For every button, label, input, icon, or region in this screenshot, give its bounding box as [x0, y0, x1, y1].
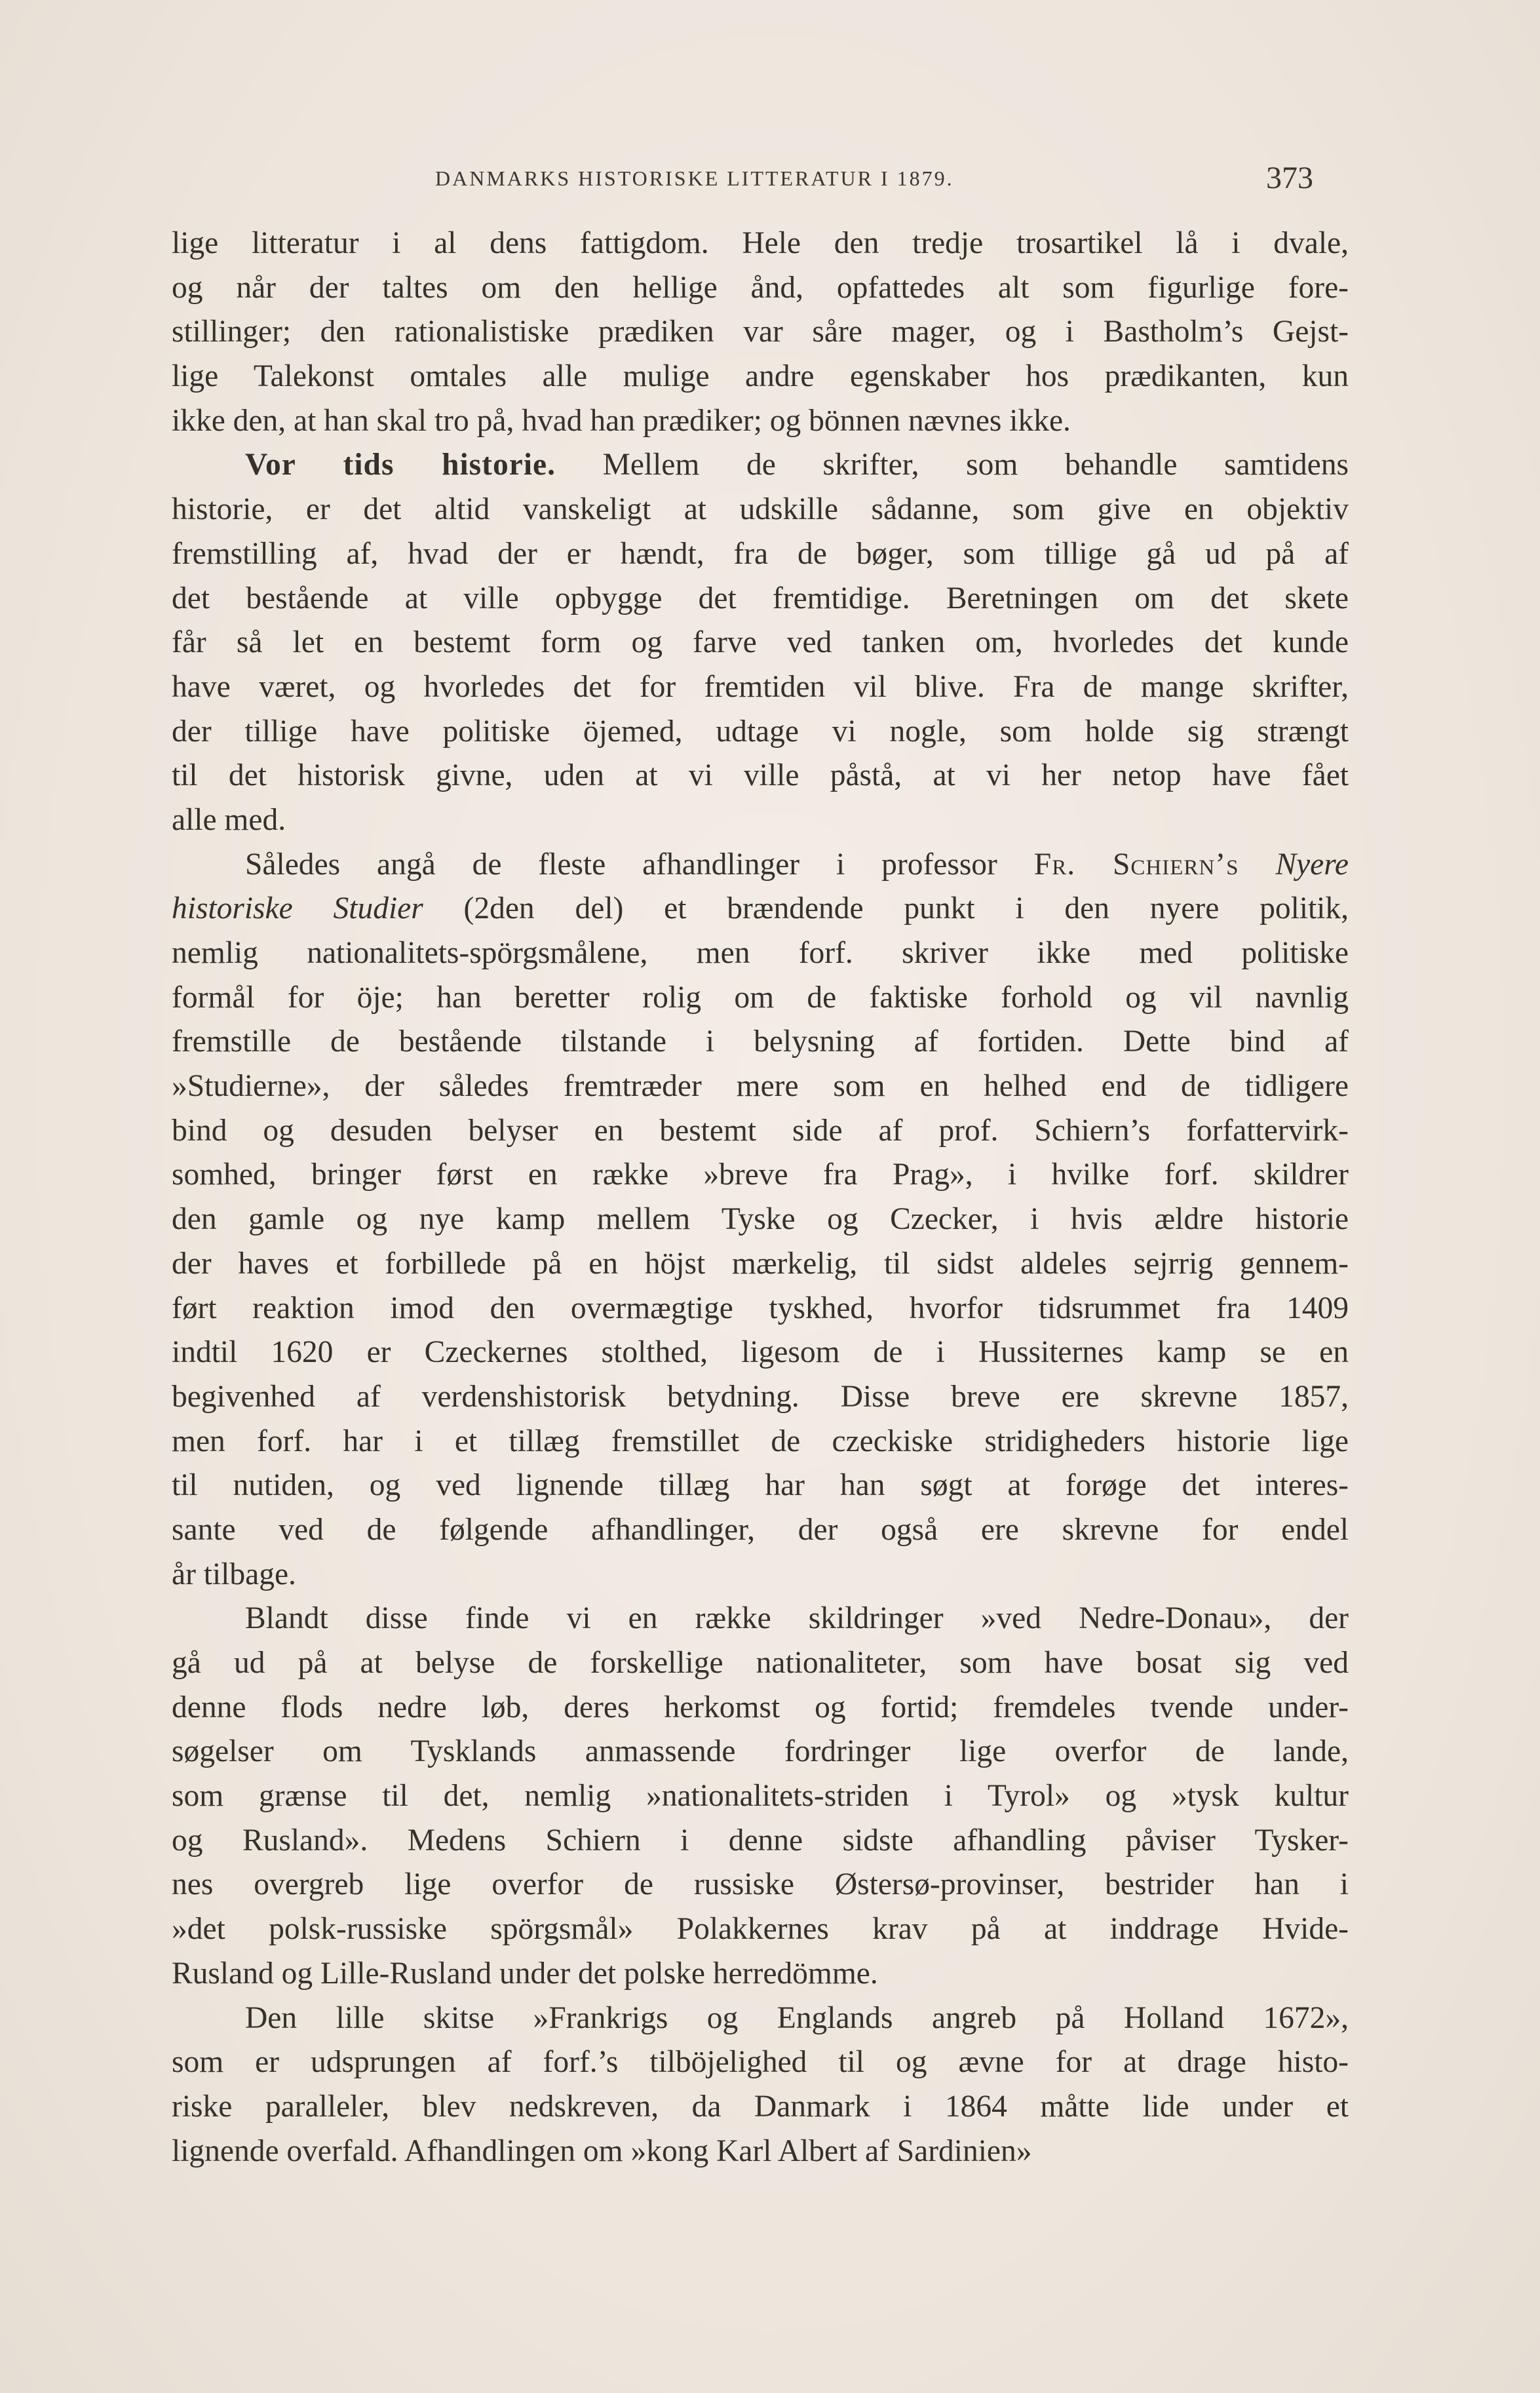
- text-line: [172, 621, 1349, 665]
- text-run: sante ved de følgende afhandlinger, der også ere skrevne for endel: [172, 1512, 1349, 1547]
- page-header: [435, 160, 1313, 199]
- text-line: [172, 1020, 1349, 1064]
- text-run: nemlig nationalitets-spörgsmålene, men forf. skriver ikke med politiske: [172, 936, 1349, 970]
- running-title: DANMARKS HISTORISKE LITTERATUR I 1879.: [435, 166, 954, 190]
- text-line: [172, 1774, 1349, 1819]
- text-line: [172, 665, 1349, 710]
- text-line: [172, 1064, 1349, 1109]
- text-line: [172, 1730, 1349, 1774]
- text-line: [172, 532, 1349, 577]
- text-run: historiske Studier: [172, 891, 423, 926]
- text-run: Mellem de skrifter, som behandle samtidens: [555, 448, 1349, 482]
- text-run: indtil 1620 er Czeckernes stolthed, ligesom de i Hussiternes kamp se en: [172, 1335, 1349, 1370]
- text-run: somhed, bringer først en række »breve fra Prag», i hvilke forf. skildrer: [172, 1158, 1349, 1192]
- text-run: gå ud på at belyse de forskellige nationaliteter, som have bosat sig ved: [172, 1646, 1349, 1680]
- text-line: [172, 2040, 1349, 2085]
- text-run: fremstilling af, hvad der er hændt, fra de bøger, som tillige gå ud på af: [172, 536, 1349, 571]
- text-run: fremstille de bestående tilstande i belysning af fortiden. Dette bind af: [172, 1024, 1349, 1059]
- text-run: år tilbage.: [172, 1557, 296, 1591]
- text-run: Rusland og Lille-Rusland under det polske herredömme.: [172, 1956, 878, 1991]
- text-line: [172, 1242, 1349, 1287]
- text-run: men forf. har i et tillæg fremstillet de czeckiske stridigheders historie lige: [172, 1424, 1349, 1458]
- text-line: [172, 1508, 1349, 1553]
- text-line: [172, 1420, 1349, 1464]
- text-run: lige litteratur i al dens fattigdom. Hele den tredje trosartikel lå i dvale,: [172, 226, 1349, 260]
- paragraph: [172, 843, 1349, 1597]
- text-line: [172, 1287, 1349, 1331]
- text-run: [1239, 847, 1275, 882]
- text-run: det bestående at ville opbygge det fremtidige. Beretningen om det skete: [172, 581, 1349, 615]
- text-run: til det historisk givne, uden at vi ville påstå, at vi her netop have fået: [172, 758, 1349, 793]
- paragraph: [172, 1996, 1349, 2174]
- text-line: [172, 266, 1349, 311]
- text-run: lige Talekonst omtales alle mulige andre egenskaber hos prædikanten, kun: [172, 359, 1349, 394]
- text-line: [172, 843, 1349, 887]
- text-run: Fr. Schiern’s: [1033, 847, 1239, 882]
- text-run: får så let en bestemt form og farve ved tanken om, hvorledes det kunde: [172, 625, 1349, 660]
- text-run: som grænse til det, nemlig »nationalitets-striden i Tyrol» og »tysk kultur: [172, 1779, 1349, 1814]
- text-run: til nutiden, og ved lignende tillæg har han søgt at forøge det interes-: [172, 1468, 1349, 1503]
- body-text: [172, 222, 1349, 2173]
- text-line: [172, 1819, 1349, 1863]
- paragraph: [172, 1597, 1349, 1996]
- text-run: riske paralleler, blev nedskreven, da Danmark i 1864 måtte lide under et: [172, 2089, 1349, 2124]
- text-line: [172, 1597, 1349, 1641]
- text-line: [172, 1952, 1349, 1996]
- text-run: og når der taltes om den hellige ånd, opfattedes alt som figurlige fore-: [172, 270, 1349, 305]
- text-line: [172, 2085, 1349, 2130]
- text-run: alle med.: [172, 802, 286, 837]
- text-line: [172, 1464, 1349, 1508]
- text-run: »Studierne», der således fremtræder mere som en helhed end de tidligere: [172, 1069, 1349, 1104]
- text-run: Den lille skitse »Frankrigs og Englands angreb på Holland 1672»,: [245, 2000, 1349, 2035]
- text-line: [172, 1641, 1349, 1686]
- text-line: [172, 887, 1349, 931]
- text-run: ikke den, at han skal tro på, hvad han prædiker; og bönnen nævnes ikke.: [172, 403, 1071, 438]
- text-run: begivenhed af verdenshistorisk betydning. Disse breve ere skrevne 1857,: [172, 1379, 1349, 1414]
- text-line: [172, 488, 1349, 532]
- text-run: som er udsprungen af forf.’s tilböjelighed til og ævne for at drage histo-: [172, 2045, 1349, 2080]
- text-run: stillinger; den rationalistiske prædiken var såre mager, og i Bastholm’s Gejst-: [172, 315, 1349, 349]
- text-line: [172, 1863, 1349, 1907]
- text-line: [172, 222, 1349, 266]
- text-line: [172, 443, 1349, 488]
- text-run: (2den del) et brændende punkt i den nyere politik,: [423, 891, 1349, 926]
- text-line: [172, 931, 1349, 976]
- text-run: nes overgreb lige overfor de russiske Østersø-provinser, bestrider han i: [172, 1867, 1349, 1902]
- text-line: [172, 1197, 1349, 1242]
- text-run: »det polsk-russiske spörgsmål» Polakkernes krav på at inddrage Hvide-: [172, 1912, 1349, 1947]
- text-run: formål for öje; han beretter rolig om de faktiske forhold og vil navnlig: [172, 980, 1349, 1015]
- text-run: Blandt disse finde vi en række skildringer »ved Nedre-Donau», der: [245, 1601, 1349, 1636]
- text-line: [172, 1331, 1349, 1375]
- text-line: [172, 399, 1349, 444]
- text-line: [172, 976, 1349, 1021]
- text-line: [172, 1686, 1349, 1730]
- text-run: have været, og hvorledes det for fremtiden vil blive. Fra de mange skrifter,: [172, 669, 1349, 704]
- text-run: bind og desuden belyser en bestemt side af prof. Schiern’s forfattervirk-: [172, 1113, 1349, 1148]
- text-line: [172, 1109, 1349, 1154]
- text-run: søgelser om Tysklands anmassende fordringer lige overfor de lande,: [172, 1734, 1349, 1769]
- text-run: der tillige have politiske öjemed, udtage vi nogle, som holde sig strængt: [172, 714, 1349, 749]
- text-line: [172, 1553, 1349, 1597]
- text-line: [172, 310, 1349, 355]
- paragraph: [172, 222, 1349, 443]
- text-line: [172, 710, 1349, 754]
- text-run: lignende overfald. Afhandlingen om »kong Karl Albert af Sardinien»: [172, 2133, 1032, 2168]
- text-run: og Rusland». Medens Schiern i denne sidste afhandling påviser Tysker-: [172, 1823, 1349, 1858]
- text-run: den gamle og nye kamp mellem Tyske og Czecker, i hvis ældre historie: [172, 1202, 1349, 1237]
- text-line: [172, 754, 1349, 798]
- text-run: der haves et forbillede på en höjst mærkelig, til sidst aldeles sejrrig gennem-: [172, 1246, 1349, 1281]
- text-line: [172, 1996, 1349, 2041]
- text-run: Således angå de fleste afhandlinger i professor: [245, 847, 1034, 882]
- text-run: Nyere: [1275, 847, 1349, 882]
- text-run: denne flods nedre løb, deres herkomst og fortid; fremdeles tvende under-: [172, 1690, 1349, 1724]
- text-line: [172, 1153, 1349, 1197]
- text-run: historie, er det altid vanskeligt at udskille sådanne, som give en objektiv: [172, 492, 1349, 527]
- text-line: [172, 1907, 1349, 1952]
- text-run: ført reaktion imod den overmægtige tyskhed, hvorfor tidsrummet fra 1409: [172, 1291, 1349, 1325]
- paragraph: [172, 443, 1349, 842]
- page-number: 373: [1266, 161, 1313, 195]
- text-line: [172, 577, 1349, 621]
- text-line: [172, 2130, 1349, 2174]
- text-run: Vor tids historie.: [245, 448, 556, 482]
- text-line: [172, 798, 1349, 843]
- text-line: [172, 1375, 1349, 1420]
- text-line: [172, 355, 1349, 399]
